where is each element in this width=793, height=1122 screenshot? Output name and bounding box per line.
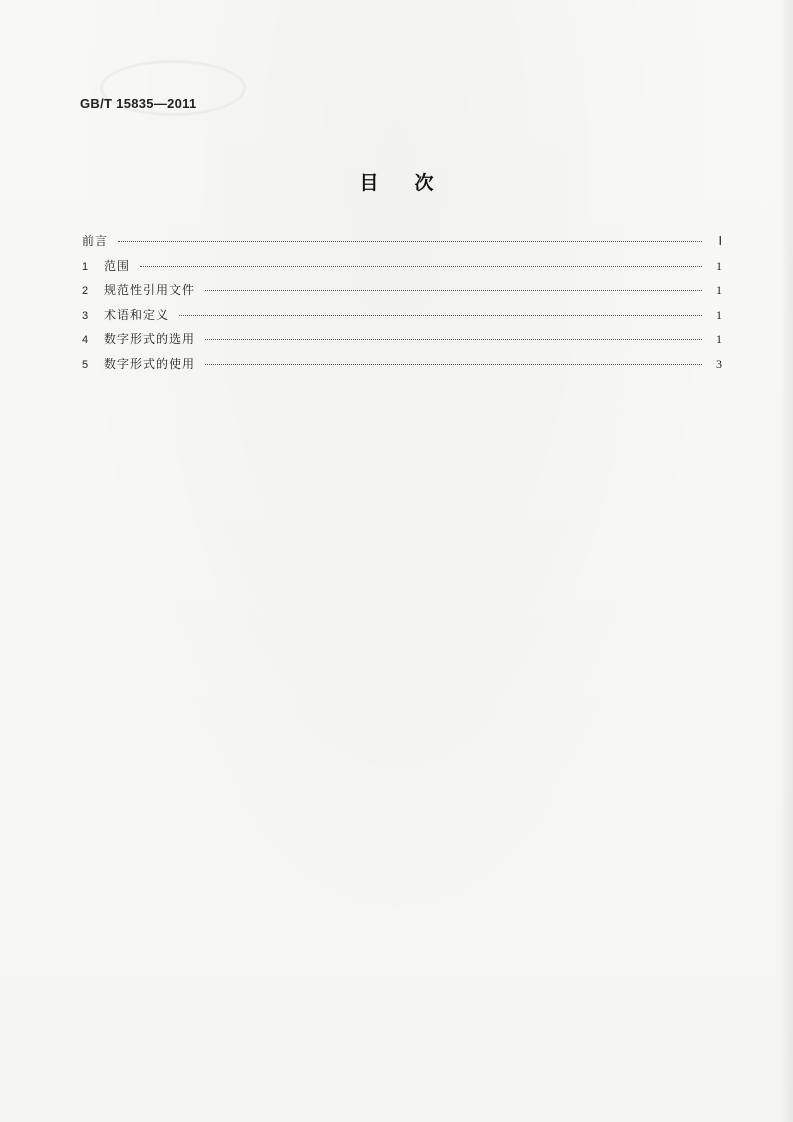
toc-entry-label: 术语和定义 — [104, 307, 170, 322]
toc-entry-label: 规范性引用文件 — [104, 283, 196, 298]
toc-list — [82, 232, 722, 380]
toc-dot-leader — [118, 241, 702, 242]
toc-entry-number: 3 — [82, 309, 89, 322]
toc-title — [0, 168, 793, 195]
toc-dot-leader — [205, 364, 702, 365]
toc-entry-page: 1 — [716, 332, 722, 347]
page-edge-shadow — [779, 0, 793, 1122]
toc-entry-label: 数字形式的使用 — [104, 356, 196, 371]
toc-entry-label: 数字形式的选用 — [104, 332, 196, 347]
toc-dot-leader — [205, 290, 702, 291]
toc-entry-foreword[interactable] — [82, 232, 722, 257]
toc-entry-page: 1 — [716, 283, 722, 298]
toc-entry-number: 4 — [82, 334, 89, 347]
toc-entry-label: 范围 — [104, 258, 131, 273]
toc-entry-page: 1 — [716, 307, 722, 322]
toc-dot-leader — [140, 266, 702, 267]
toc-entry-number-form-selection[interactable] — [82, 330, 722, 355]
toc-entry-number-form-usage[interactable] — [82, 355, 722, 380]
toc-entry-number: 1 — [82, 260, 89, 273]
standard-code: GB/T 15835—2011 — [80, 96, 197, 111]
toc-entry-number: 2 — [82, 285, 89, 298]
toc-entry-terms-definitions[interactable] — [82, 306, 722, 331]
toc-entry-page: 3 — [716, 356, 722, 371]
toc-dot-leader — [179, 315, 702, 316]
toc-dot-leader — [205, 339, 702, 340]
toc-title-char: 目 — [359, 172, 379, 194]
toc-entry-page: Ⅰ — [718, 234, 722, 248]
toc-entry-number: 5 — [82, 358, 89, 371]
toc-title-char: 次 — [414, 172, 434, 194]
toc-entry-normative-references[interactable] — [82, 281, 722, 306]
toc-entry-label: 前言 — [82, 234, 109, 248]
toc-entry-scope[interactable] — [82, 257, 722, 282]
toc-entry-page: 1 — [716, 258, 722, 273]
